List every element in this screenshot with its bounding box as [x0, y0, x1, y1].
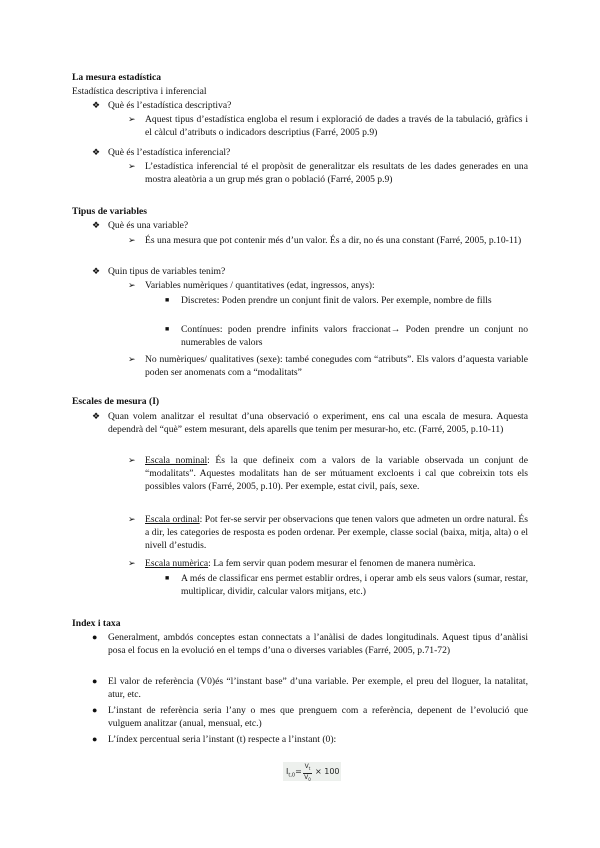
arrow-bullet-icon: ➢: [128, 514, 136, 524]
dot-bullet-icon: ●: [92, 734, 98, 744]
answer-inferencial: L’estadística inferencial té el propòsit de generalitzar els resultats de les dades generades en una mostra aleatòria a un grup més gran o població (Farré, 2005 p.9): [145, 161, 528, 186]
diamond-bullet-icon: ❖: [92, 147, 101, 157]
question-inferencial: Què és l’estadística inferencial?: [108, 147, 231, 158]
arrow-bullet-icon: ➢: [128, 455, 136, 465]
non-numeric-variables: No numèriques/ qualitatives (sexe): també conegudes com “atributs”. Els valors d’aquesta variable poden ser anomenats com a “modalitats”: [145, 354, 528, 379]
diamond-bullet-icon: ❖: [92, 411, 101, 421]
escala-nominal-label: Escala nominal: [145, 455, 208, 466]
discrete-variables: Discretes: Poden prendre un conjunt finit de valors. Per exemple, nombre de fills: [181, 295, 492, 306]
dot-bullet-icon: ●: [92, 705, 98, 715]
dot-bullet-icon: ●: [92, 676, 98, 686]
answer-variable: És una mesura que pot contenir més d’un valor. És a dir, no és una constant (Farré, 2005, p.10-11): [145, 235, 522, 246]
answer-descriptiva: Aquest tipus d’estadística engloba el resum i exploració de dades a través de la tabulació, gràfics i el càlcul d’atributs o indicadors descriptius (Farré, 2005 p.9): [145, 114, 528, 139]
question-tipus-variables: Quin tipus de variables tenim?: [108, 266, 226, 277]
arrow-bullet-icon: ➢: [128, 354, 136, 364]
escala-numerica: [145, 557, 528, 570]
continuous-variables: Contínues: poden prendre infinits valors fraccionat→ Poden prendre un conjunt no numerables de valors: [181, 324, 528, 349]
index-bullet-2: El valor de referència (V0)és “l’instant base” d’una variable. Per exemple, el preu del lloguer, la natalitat, atur, etc.: [108, 676, 528, 701]
escala-ordinal-text: : Pot fer-se servir per observacions que tenen valors que admeten un ordre natural. És a dir, les categories de resposta es poden ordenar. Per exemple, classe social (baixa, mitja, alta) o el nivell d’estudis.: [145, 514, 529, 552]
arrow-bullet-icon: ➢: [128, 558, 136, 568]
escala-ordinal: [145, 513, 528, 553]
escala-nominal-text: : És la que defineix com a valors de la variable observada un conjunt de “modalitats”. Aquestes modalitats han de ser mútuament excloents i cal que cobreixin tots els possibles valors (Farré, 2005, p.10). Per exemple, estat civil, país, sexe.: [145, 455, 528, 493]
arrow-bullet-icon: ➢: [128, 114, 136, 124]
arrow-bullet-icon: ➢: [128, 280, 136, 290]
subtitle-descriptiva-inferencial: Estadística descriptiva i inferencial: [72, 86, 207, 97]
square-bullet-icon: ■: [165, 296, 170, 304]
section-title-variables: Tipus de variables: [72, 206, 147, 217]
index-formula: [283, 762, 341, 781]
escala-numerica-label: Escala numèrica: [145, 558, 209, 569]
formula-multiplier: × 100: [315, 767, 340, 776]
escala-nominal: [145, 454, 528, 494]
escala-ordinal-label: Escala ordinal: [145, 514, 200, 525]
escala-numerica-detail: A més de classificar ens permet establir ordres, i operar amb els seus valors (sumar, restar, multiplicar, dividir, calcular valors mitjans, etc.): [181, 573, 528, 598]
diamond-bullet-icon: ❖: [92, 100, 101, 110]
question-descriptiva: Què és l’estadística descriptiva?: [108, 100, 232, 111]
question-variable: Què és una variable?: [108, 220, 189, 231]
formula-fraction: $V_t$ $V_0$: [304, 763, 311, 783]
numeric-variables: Variables numèriques / quantitatives (edat, ingressos, anys):: [145, 280, 375, 291]
arrow-bullet-icon: ➢: [128, 235, 136, 245]
escales-intro: Quan volem analitzar el resultat d’una observació o experiment, ens cal una escala de mesura. Aquesta dependrà del “què” estem mesurant, dels aparells que tenim per mesurar-ho, etc. (Farré, 2005, p.10-11): [108, 411, 528, 436]
diamond-bullet-icon: ❖: [92, 220, 101, 230]
square-bullet-icon: ■: [165, 574, 170, 582]
index-bullet-3: L’instant de referència seria l’any o mes que prenguem com a referència, depenent de l’evolució que vulguem analitzar (anual, mensual, etc.): [108, 705, 528, 730]
index-bullet-4: L’índex percentual seria l’instant (t) respecte a l’instant (0):: [108, 734, 337, 745]
square-bullet-icon: ■: [165, 325, 170, 333]
arrow-bullet-icon: ➢: [128, 161, 136, 171]
section-title-mesura: La mesura estadística: [72, 72, 161, 83]
section-title-escales: Escales de mesura (I): [72, 396, 160, 407]
index-bullet-1: Generalment, ambdós conceptes estan connectats a l’anàlisi de dades longitudinals. Aquest tipus d’anàlisi posa el focus en la evolució en el temps d’una o diverses variables (Farré, 2005, p.71-72): [108, 632, 528, 657]
diamond-bullet-icon: ❖: [92, 266, 101, 276]
section-title-index-taxa: Index i taxa: [72, 618, 121, 629]
formula-lhs: $I_{t,0}=$: [286, 767, 302, 779]
escala-numerica-text: : La fem servir quan podem mesurar el fenomen de manera numèrica.: [208, 558, 476, 569]
dot-bullet-icon: ●: [92, 632, 98, 642]
